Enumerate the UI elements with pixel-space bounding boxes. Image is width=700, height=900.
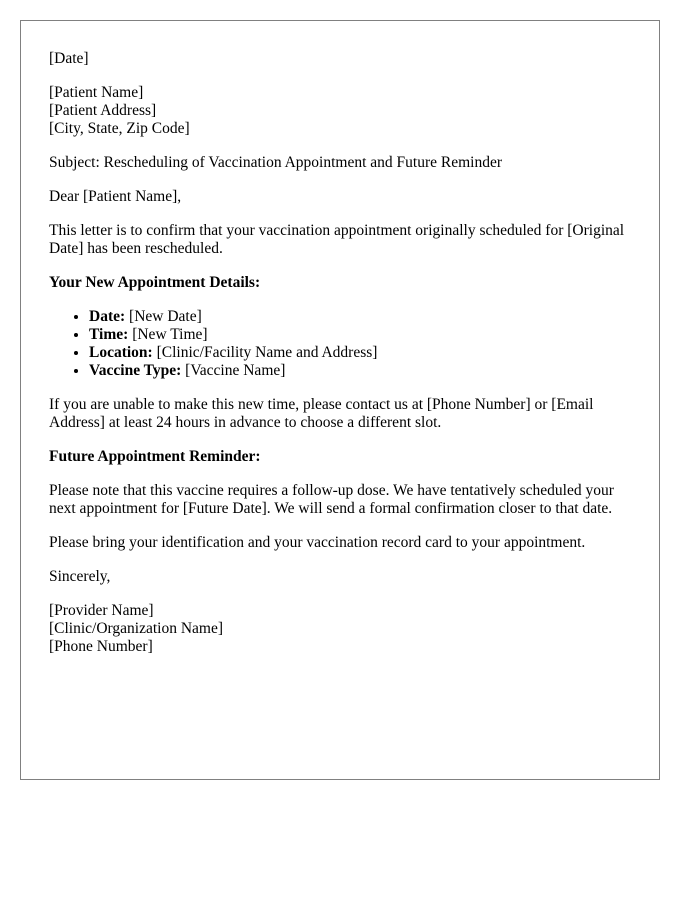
detail-vaccine-type-label: Vaccine Type:	[89, 362, 182, 379]
detail-vaccine-type-value: [Vaccine Name]	[181, 362, 286, 379]
recipient-name: [Patient Name]	[49, 84, 144, 101]
detail-time-value: [New Time]	[128, 326, 208, 343]
detail-date-value: [New Date]	[125, 308, 202, 325]
detail-date	[89, 308, 631, 326]
detail-location	[89, 344, 631, 362]
signature-organization: [Clinic/Organization Name]	[49, 620, 224, 637]
signature-provider-name: [Provider Name]	[49, 602, 154, 619]
future-reminder-heading: Future Appointment Reminder:	[49, 448, 261, 465]
future-reminder-paragraph: Please note that this vaccine requires a follow-up dose. We have tentatively scheduled your next appointment for [Future Date]. We will send a formal confirmation closer to that date.	[49, 482, 614, 517]
letter-date: [Date]	[49, 50, 89, 67]
new-details-heading: Your New Appointment Details:	[49, 274, 261, 291]
detail-location-label: Location:	[89, 344, 153, 361]
detail-vaccine-type	[89, 362, 631, 380]
detail-location-value: [Clinic/Facility Name and Address]	[152, 344, 378, 361]
detail-date-label: Date:	[89, 308, 126, 325]
intro-paragraph: This letter is to confirm that your vaccination appointment originally scheduled for [Original Date] has been rescheduled.	[49, 222, 625, 257]
recipient-city-state-zip: [City, State, Zip Code]	[49, 120, 190, 137]
signature-block	[49, 602, 631, 656]
signature-phone: [Phone Number]	[49, 638, 153, 655]
recipient-address: [Patient Address]	[49, 102, 157, 119]
bring-items-paragraph: Please bring your identification and your vaccination record card to your appointment.	[49, 534, 586, 551]
letter-subject: Subject: Rescheduling of Vaccination Appointment and Future Reminder	[49, 154, 503, 171]
detail-time-label: Time:	[89, 326, 129, 343]
detail-time	[89, 326, 631, 344]
contact-paragraph: If you are unable to make this new time, please contact us at [Phone Number] or [Email Address] at least 24 hours in advance to choose a different slot.	[49, 396, 594, 431]
appointment-details-list	[49, 308, 631, 380]
letter-salutation: Dear [Patient Name],	[49, 188, 182, 205]
recipient-block	[49, 84, 631, 138]
letter-page	[20, 20, 660, 780]
letter-closing: Sincerely,	[49, 568, 111, 585]
